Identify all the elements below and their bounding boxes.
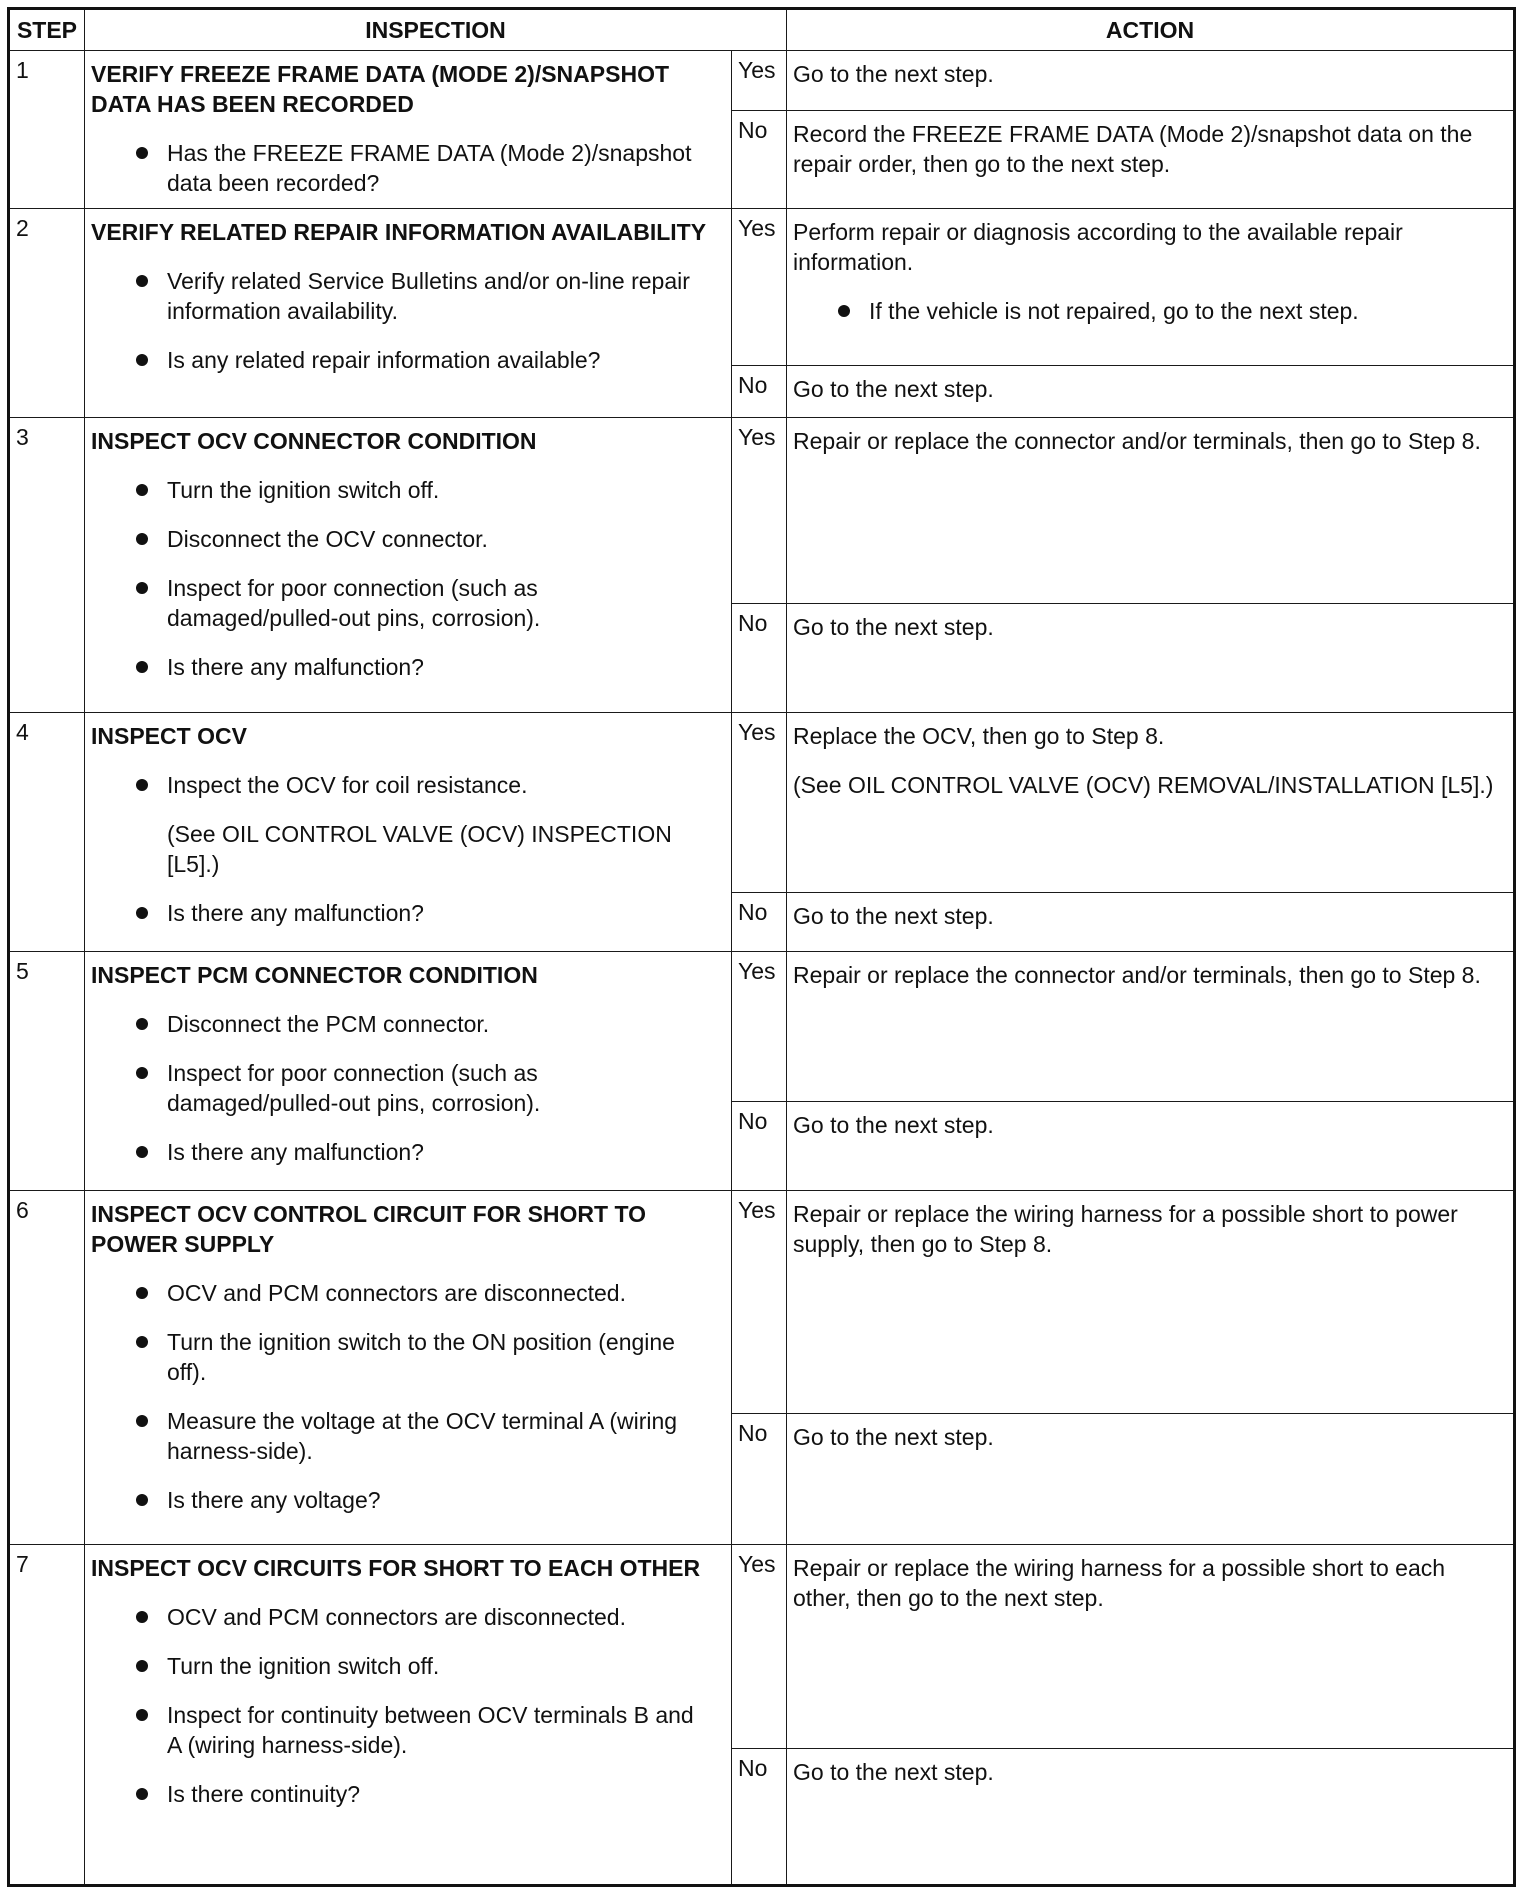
step-4-yes-row	[9, 713, 1515, 893]
inspection-bullet: Disconnect the PCM connector.	[91, 1009, 725, 1039]
inspection-bullet: Has the FREEZE FRAME DATA (Mode 2)/snapshot data been recorded?	[91, 138, 725, 198]
bullet-icon	[136, 275, 148, 287]
no-action: Go to the next step.	[787, 1102, 1515, 1191]
inspection-title: INSPECT OCV CONNECTOR CONDITION	[91, 428, 537, 454]
inspection-bullet: Is there continuity?	[91, 1779, 725, 1809]
inspection-bullet: Measure the voltage at the OCV terminal A (wiring harness-side).	[91, 1406, 725, 1466]
yes-action: Repair or replace the connector and/or terminals, then go to Step 8.	[787, 418, 1515, 604]
yes-action: Repair or replace the wiring harness for a possible short to power supply, then go to Step 8.	[787, 1191, 1515, 1414]
yes-label: Yes	[732, 1545, 787, 1749]
inspection-title: INSPECT PCM CONNECTOR CONDITION	[91, 962, 538, 988]
no-action: Go to the next step.	[787, 893, 1515, 952]
diagnostic-procedure-table	[7, 7, 1516, 1887]
bullet-icon	[136, 533, 148, 545]
step-2-yes-row	[9, 209, 1515, 366]
yes-action: Repair or replace the connector and/or terminals, then go to Step 8.	[787, 952, 1515, 1102]
inspection-cell	[85, 713, 732, 952]
step-6-yes-row	[9, 1191, 1515, 1414]
header-inspection: INSPECTION	[85, 9, 787, 51]
inspection-bullet: Is any related repair information available?	[91, 345, 725, 375]
no-action: Go to the next step.	[787, 1414, 1515, 1545]
inspection-bullet: OCV and PCM connectors are disconnected.	[91, 1602, 725, 1632]
inspection-bullet: OCV and PCM connectors are disconnected.	[91, 1278, 725, 1308]
yes-label: Yes	[732, 1191, 787, 1414]
action-bullet: If the vehicle is not repaired, go to the next step.	[793, 296, 1507, 326]
step-number: 7	[9, 1545, 85, 1886]
bullet-icon	[136, 484, 148, 496]
inspection-bullet: Is there any voltage?	[91, 1485, 725, 1515]
no-action: Go to the next step.	[787, 1749, 1515, 1886]
inspection-bullet: Turn the ignition switch off.	[91, 1651, 725, 1681]
yes-label: Yes	[732, 51, 787, 111]
bullet-icon	[136, 582, 148, 594]
no-action: Go to the next step.	[787, 604, 1515, 713]
inspection-bullet: Turn the ignition switch to the ON position (engine off).	[91, 1327, 725, 1387]
action-reference-note: (See OIL CONTROL VALVE (OCV) REMOVAL/INSTALLATION [L5].)	[793, 772, 1494, 798]
no-label: No	[732, 1414, 787, 1545]
bullet-icon	[136, 1494, 148, 1506]
step-1-yes-row	[9, 51, 1515, 111]
bullet-icon	[136, 1611, 148, 1623]
yes-action: Replace the OCV, then go to Step 8. (See OIL CONTROL VALVE (OCV) REMOVAL/INSTALLATION [L5].)	[787, 713, 1515, 893]
inspection-bullet: Inspect for poor connection (such as damaged/pulled-out pins, corrosion).	[91, 1058, 725, 1118]
step-number: 5	[9, 952, 85, 1191]
step-7-yes-row	[9, 1545, 1515, 1749]
bullet-icon	[136, 1709, 148, 1721]
no-label: No	[732, 1102, 787, 1191]
yes-action: Go to the next step.	[787, 51, 1515, 111]
inspection-bullet: Inspect the OCV for coil resistance.	[91, 770, 725, 800]
bullet-icon	[838, 305, 850, 317]
step-number: 1	[9, 51, 85, 209]
header-row	[9, 9, 1515, 51]
bullet-icon	[136, 1287, 148, 1299]
inspection-bullet: Inspect for continuity between OCV terminals B and A (wiring harness-side).	[91, 1700, 725, 1760]
yes-action: Perform repair or diagnosis according to the available repair information. If the vehicle is not repaired, go to the next step.	[787, 209, 1515, 366]
inspection-title: INSPECT OCV	[91, 723, 247, 749]
bullet-icon	[136, 354, 148, 366]
yes-label: Yes	[732, 418, 787, 604]
step-5-yes-row	[9, 952, 1515, 1102]
yes-action: Repair or replace the wiring harness for a possible short to each other, then go to the next step.	[787, 1545, 1515, 1749]
bullet-icon	[136, 1660, 148, 1672]
no-label: No	[732, 1749, 787, 1886]
bullet-icon	[136, 1146, 148, 1158]
inspection-cell	[85, 1545, 732, 1886]
bullet-icon	[136, 1336, 148, 1348]
inspection-reference-note: (See OIL CONTROL VALVE (OCV) INSPECTION [L5].)	[167, 821, 672, 877]
inspection-title: INSPECT OCV CONTROL CIRCUIT FOR SHORT TO POWER SUPPLY	[91, 1201, 646, 1257]
no-label: No	[732, 366, 787, 418]
yes-label: Yes	[732, 713, 787, 893]
bullet-icon	[136, 1788, 148, 1800]
step-3-yes-row	[9, 418, 1515, 604]
header-step: STEP	[9, 9, 85, 51]
inspection-bullet: Inspect for poor connection (such as damaged/pulled-out pins, corrosion).	[91, 573, 725, 633]
no-action: Record the FREEZE FRAME DATA (Mode 2)/snapshot data on the repair order, then go to the next step.	[787, 111, 1515, 209]
no-label: No	[732, 893, 787, 952]
bullet-icon	[136, 907, 148, 919]
inspection-cell	[85, 51, 732, 209]
inspection-bullet: Is there any malfunction?	[91, 652, 725, 682]
yes-label: Yes	[732, 952, 787, 1102]
step-number: 2	[9, 209, 85, 418]
inspection-cell	[85, 952, 732, 1191]
no-label: No	[732, 111, 787, 209]
bullet-icon	[136, 1067, 148, 1079]
inspection-bullet: Disconnect the OCV connector.	[91, 524, 725, 554]
step-number: 4	[9, 713, 85, 952]
yes-label: Yes	[732, 209, 787, 366]
bullet-icon	[136, 147, 148, 159]
step-number: 3	[9, 418, 85, 713]
bullet-icon	[136, 779, 148, 791]
inspection-bullet: Is there any malfunction?	[91, 898, 725, 928]
inspection-cell	[85, 418, 732, 713]
bullet-icon	[136, 1415, 148, 1427]
inspection-bullet: Is there any malfunction?	[91, 1137, 725, 1167]
inspection-cell	[85, 209, 732, 418]
inspection-bullet: Turn the ignition switch off.	[91, 475, 725, 505]
inspection-cell	[85, 1191, 732, 1545]
bullet-icon	[136, 1018, 148, 1030]
inspection-title: VERIFY FREEZE FRAME DATA (MODE 2)/SNAPSHOT DATA HAS BEEN RECORDED	[91, 61, 670, 117]
inspection-title: VERIFY RELATED REPAIR INFORMATION AVAILABILITY	[91, 219, 707, 245]
step-number: 6	[9, 1191, 85, 1545]
header-action: ACTION	[787, 9, 1515, 51]
inspection-title: INSPECT OCV CIRCUITS FOR SHORT TO EACH OTHER	[91, 1555, 701, 1581]
no-action: Go to the next step.	[787, 366, 1515, 418]
no-label: No	[732, 604, 787, 713]
bullet-icon	[136, 661, 148, 673]
inspection-bullet: Verify related Service Bulletins and/or on-line repair information availability.	[91, 266, 725, 326]
